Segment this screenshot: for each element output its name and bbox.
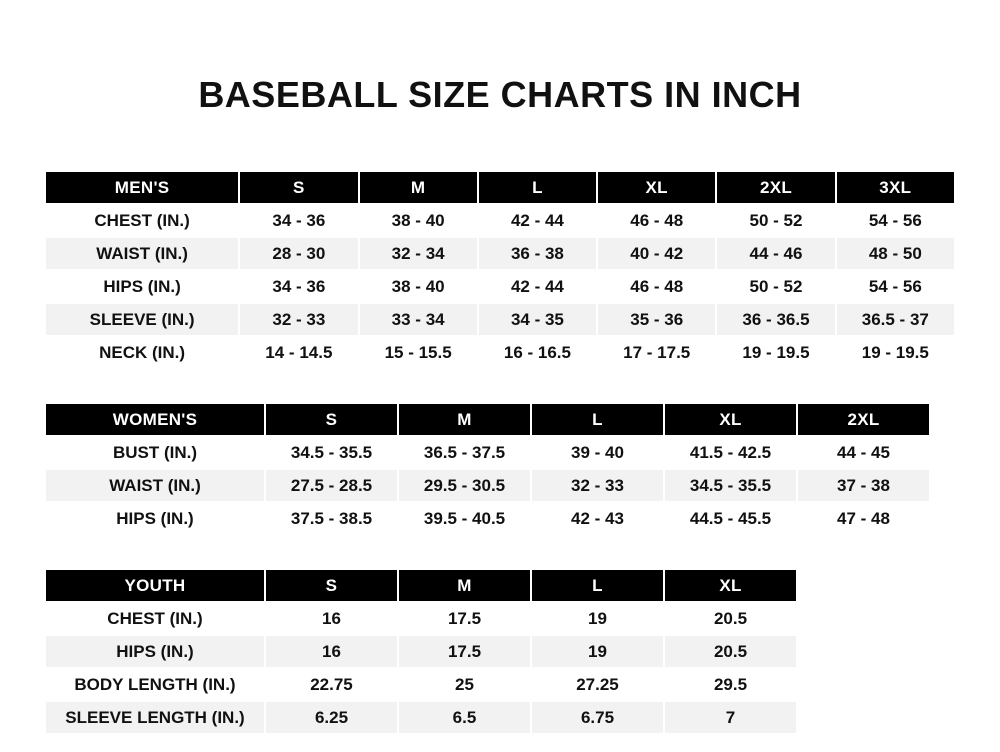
cell: 28 - 30 xyxy=(239,237,358,270)
table-row xyxy=(45,237,955,270)
row-label: CHEST (IN.) xyxy=(45,602,265,635)
table-row xyxy=(45,436,930,469)
cell: 39 - 40 xyxy=(531,436,664,469)
cell: 41.5 - 42.5 xyxy=(664,436,797,469)
cell: 38 - 40 xyxy=(359,204,478,237)
cell: 42 - 44 xyxy=(478,204,597,237)
cell: 46 - 48 xyxy=(597,270,716,303)
mens-header-label: MEN'S xyxy=(45,171,239,204)
table-row xyxy=(45,602,797,635)
womens-size-table xyxy=(44,402,931,536)
cell: 50 - 52 xyxy=(716,204,835,237)
cell: 36 - 36.5 xyxy=(716,303,835,336)
cell: 37 - 38 xyxy=(797,469,930,502)
cell: 38 - 40 xyxy=(359,270,478,303)
mens-table-body xyxy=(45,204,955,369)
table-row xyxy=(45,303,955,336)
cell: 54 - 56 xyxy=(836,204,955,237)
youth-size-table xyxy=(44,568,798,735)
womens-header-m: M xyxy=(398,403,531,436)
cell: 34.5 - 35.5 xyxy=(265,436,398,469)
cell: 25 xyxy=(398,668,531,701)
table-row xyxy=(45,668,797,701)
cell: 16 - 16.5 xyxy=(478,336,597,369)
cell: 19 xyxy=(531,602,664,635)
row-label: SLEEVE (IN.) xyxy=(45,303,239,336)
cell: 34.5 - 35.5 xyxy=(664,469,797,502)
cell: 33 - 34 xyxy=(359,303,478,336)
cell: 40 - 42 xyxy=(597,237,716,270)
womens-header-label: WOMEN'S xyxy=(45,403,265,436)
youth-header-s: S xyxy=(265,569,398,602)
cell: 54 - 56 xyxy=(836,270,955,303)
row-label: CHEST (IN.) xyxy=(45,204,239,237)
cell: 44.5 - 45.5 xyxy=(664,502,797,535)
table-row xyxy=(45,701,797,734)
mens-size-table xyxy=(44,170,956,370)
table-header-row xyxy=(45,403,930,436)
cell: 19 - 19.5 xyxy=(836,336,955,369)
table-row xyxy=(45,502,930,535)
youth-table-body xyxy=(45,602,797,734)
cell: 27.25 xyxy=(531,668,664,701)
cell: 37.5 - 38.5 xyxy=(265,502,398,535)
row-label: WAIST (IN.) xyxy=(45,237,239,270)
cell: 22.75 xyxy=(265,668,398,701)
cell: 6.5 xyxy=(398,701,531,734)
table-row xyxy=(45,469,930,502)
table-row xyxy=(45,204,955,237)
row-label: HIPS (IN.) xyxy=(45,270,239,303)
cell: 36 - 38 xyxy=(478,237,597,270)
cell: 32 - 33 xyxy=(239,303,358,336)
row-label: BUST (IN.) xyxy=(45,436,265,469)
row-label: BODY LENGTH (IN.) xyxy=(45,668,265,701)
cell: 15 - 15.5 xyxy=(359,336,478,369)
cell: 20.5 xyxy=(664,635,797,668)
cell: 47 - 48 xyxy=(797,502,930,535)
cell: 20.5 xyxy=(664,602,797,635)
cell: 19 xyxy=(531,635,664,668)
cell: 42 - 43 xyxy=(531,502,664,535)
cell: 50 - 52 xyxy=(716,270,835,303)
cell: 17 - 17.5 xyxy=(597,336,716,369)
mens-header-2xl: 2XL xyxy=(716,171,835,204)
mens-header-xl: XL xyxy=(597,171,716,204)
youth-header-m: M xyxy=(398,569,531,602)
table-row xyxy=(45,336,955,369)
row-label: NECK (IN.) xyxy=(45,336,239,369)
table-header-row xyxy=(45,171,955,204)
page-title: BASEBALL SIZE CHARTS IN INCH xyxy=(198,74,802,115)
cell: 35 - 36 xyxy=(597,303,716,336)
mens-header-l: L xyxy=(478,171,597,204)
mens-header-s: S xyxy=(239,171,358,204)
mens-table-head xyxy=(45,171,955,204)
cell: 36.5 - 37.5 xyxy=(398,436,531,469)
youth-table-head xyxy=(45,569,797,602)
cell: 6.75 xyxy=(531,701,664,734)
table-header-row xyxy=(45,569,797,602)
cell: 29.5 - 30.5 xyxy=(398,469,531,502)
mens-header-3xl: 3XL xyxy=(836,171,955,204)
womens-table-head xyxy=(45,403,930,436)
cell: 16 xyxy=(265,635,398,668)
cell: 34 - 36 xyxy=(239,270,358,303)
table-row xyxy=(45,635,797,668)
size-tables-container xyxy=(0,170,1000,735)
cell: 17.5 xyxy=(398,635,531,668)
cell: 6.25 xyxy=(265,701,398,734)
cell: 48 - 50 xyxy=(836,237,955,270)
cell: 34 - 36 xyxy=(239,204,358,237)
youth-header-label: YOUTH xyxy=(45,569,265,602)
row-label: WAIST (IN.) xyxy=(45,469,265,502)
youth-header-l: L xyxy=(531,569,664,602)
table-row xyxy=(45,270,955,303)
cell: 16 xyxy=(265,602,398,635)
mens-header-m: M xyxy=(359,171,478,204)
cell: 29.5 xyxy=(664,668,797,701)
cell: 32 - 34 xyxy=(359,237,478,270)
cell: 7 xyxy=(664,701,797,734)
cell: 19 - 19.5 xyxy=(716,336,835,369)
womens-header-xl: XL xyxy=(664,403,797,436)
cell: 34 - 35 xyxy=(478,303,597,336)
cell: 46 - 48 xyxy=(597,204,716,237)
cell: 42 - 44 xyxy=(478,270,597,303)
cell: 27.5 - 28.5 xyxy=(265,469,398,502)
cell: 44 - 46 xyxy=(716,237,835,270)
cell: 39.5 - 40.5 xyxy=(398,502,531,535)
cell: 14 - 14.5 xyxy=(239,336,358,369)
row-label: HIPS (IN.) xyxy=(45,502,265,535)
womens-header-2xl: 2XL xyxy=(797,403,930,436)
cell: 17.5 xyxy=(398,602,531,635)
cell: 36.5 - 37 xyxy=(836,303,955,336)
row-label: SLEEVE LENGTH (IN.) xyxy=(45,701,265,734)
cell: 44 - 45 xyxy=(797,436,930,469)
cell: 32 - 33 xyxy=(531,469,664,502)
womens-header-s: S xyxy=(265,403,398,436)
youth-header-xl: XL xyxy=(664,569,797,602)
row-label: HIPS (IN.) xyxy=(45,635,265,668)
womens-table-body xyxy=(45,436,930,535)
womens-header-l: L xyxy=(531,403,664,436)
